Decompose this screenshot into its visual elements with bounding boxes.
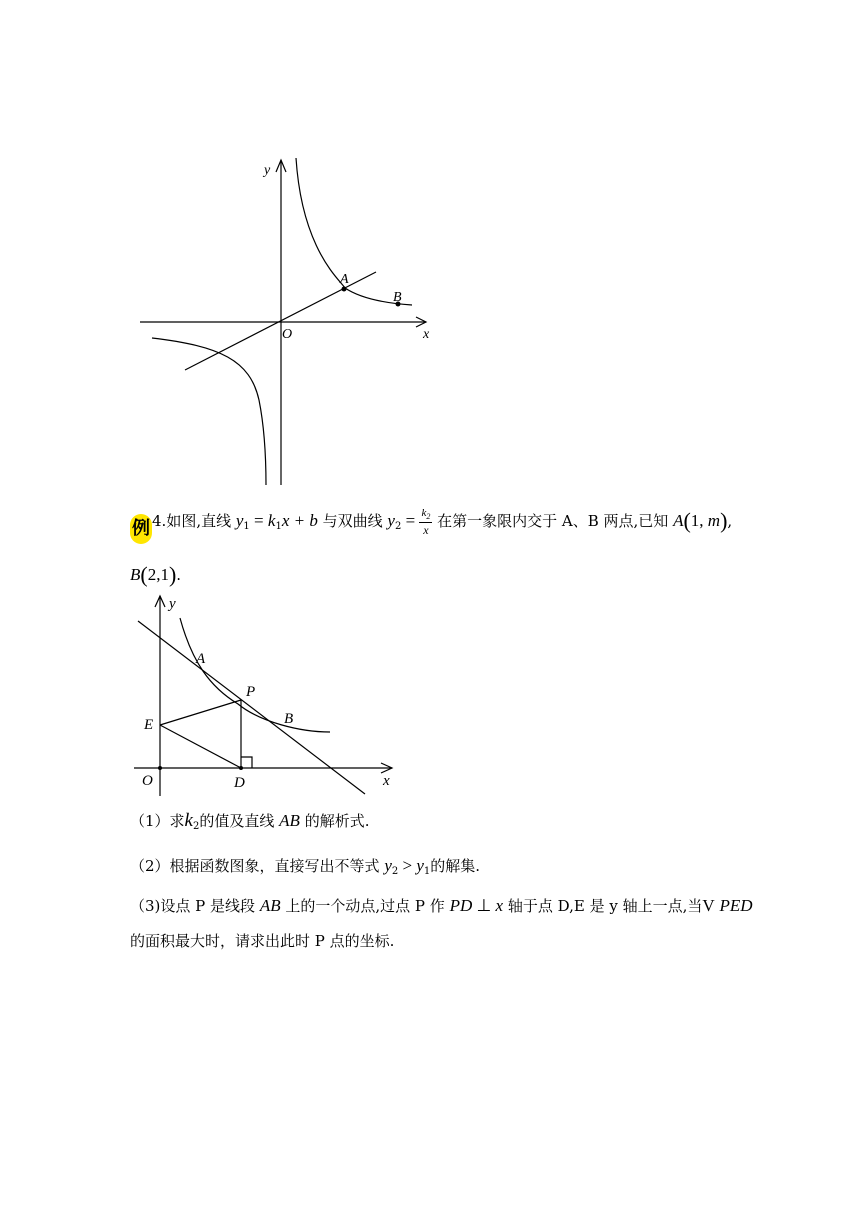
point-a-open-paren: ( [683,508,691,533]
x-axis-label: x [423,327,430,342]
point-b-close-paren: ) [168,562,177,587]
origin-label: O [142,773,153,789]
k1-symbol: k [267,511,276,530]
point-d-label: D [234,775,245,791]
y-axis-label: y [169,596,176,612]
q3-perpendicular: ⊥ [472,896,496,915]
point-e-label: E [144,717,154,733]
point-a-coords: 1, [690,511,708,530]
question-2 [130,855,480,877]
eq2-equals: = [401,511,420,530]
q2-y1-subscript: 1 [423,866,431,877]
q2-greater-than: > [398,856,417,875]
segment-ep [160,700,241,725]
example-badge: 例 [130,514,152,544]
q2-suffix: 的解集. [430,857,481,875]
eq1-rest: x + b [281,511,318,530]
point-a-m: m [707,511,721,530]
segment-ed [160,725,241,768]
q1-mid: 的值及直线 [199,812,275,830]
q3-ped: PED [719,896,753,915]
fraction-numerator: k [421,507,427,519]
point-b-coords: 2,1 [147,565,169,584]
point-b-name: B [130,565,141,584]
q3-prefix: （3)设点 P 是线段 [130,897,256,915]
q1-prefix: （1）求 [130,812,185,830]
origin-dot [158,766,162,770]
q1-suffix: 的解析式. [304,812,370,830]
problem-text-1: 如图,直线 [166,512,232,530]
point-p-label: P [246,684,256,700]
y2-subscript: 2 [394,521,402,532]
x-axis-label: x [383,773,390,789]
k2-over-x-fraction [419,508,432,536]
point-b-label: B [284,711,294,727]
trailing-period: . [176,566,182,584]
q3-line-2: 的面积最大时，请求出此时 P 点的坐标. [130,932,395,950]
y2-symbol: y [387,511,395,530]
point-a-label: A [196,651,206,667]
q2-y1-symbol: y [416,856,424,875]
problem-number: 4. [152,512,167,530]
q3-mid1: 上的一个动点,过点 P 作 [285,897,445,915]
point-a-dot [342,287,347,292]
y1-symbol: y [235,511,244,530]
q1-k-symbol: k [184,810,193,831]
point-a-close-paren: ) [720,508,728,533]
point-a-label: A [340,272,349,287]
question-1 [130,810,370,832]
problem-text-2: 与双曲线 [322,512,383,530]
point-a-name: A [673,511,684,530]
q1-k-subscript: 2 [192,821,200,832]
eq1-equals: = [249,511,268,530]
q2-y2-subscript: 2 [391,866,399,877]
fraction-numerator-subscript: 2 [426,512,431,521]
k1-subscript: 1 [275,521,282,532]
point-d-dot [239,766,243,770]
hyperbola [180,618,330,732]
problem-text-3: 在第一象限内交于 A、B 两点,已知 [437,512,669,530]
q3-x: x [495,896,504,915]
figure-1-graph [130,150,450,490]
q3-triangle-symbol: V [702,896,715,915]
question-3-line-1 [130,895,753,916]
figure-2-graph [130,592,400,802]
q2-prefix: （2）根据函数图象，直接写出不等式 [130,857,380,875]
problem-statement-line-2 [130,562,181,588]
q3-mid2: 轴于点 D,E 是 y 轴上一点,当 [507,897,703,915]
q2-y2-symbol: y [384,856,392,875]
question-3-line-2 [130,930,394,951]
point-b-label: B [393,290,402,305]
fraction-denominator: x [423,523,429,537]
q1-ab: AB [279,811,300,830]
trailing-comma: , [727,512,733,530]
y-axis-label: y [264,163,271,178]
hyperbola-branch-2 [152,338,266,485]
y1-subscript: 1 [243,521,250,532]
right-angle-marker [241,757,252,768]
problem-statement-line-1 [130,508,732,544]
point-b-open-paren: ( [140,562,148,587]
q3-ab: AB [259,896,281,915]
origin-label: O [282,327,293,342]
q3-pd: PD [449,896,473,915]
